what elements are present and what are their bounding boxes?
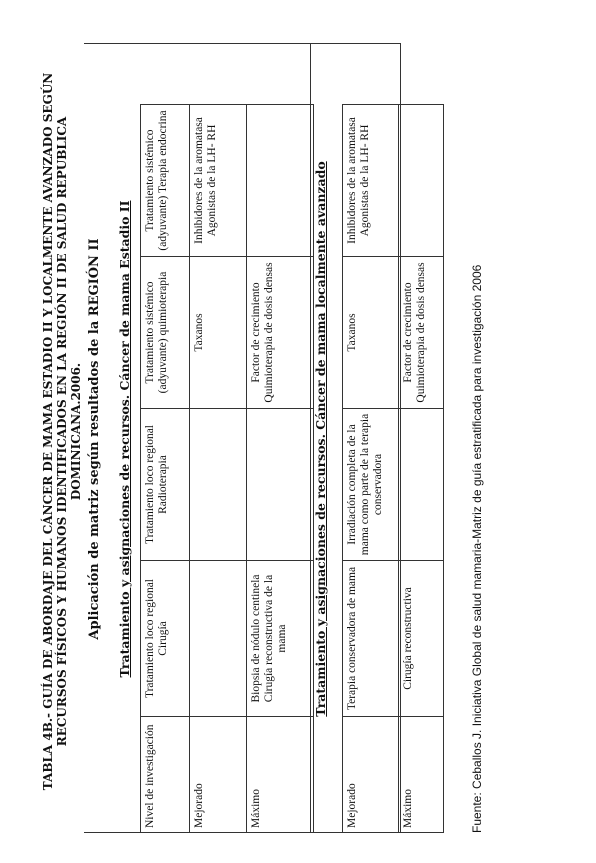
table-title-line-3: DOMINICANA.2006. <box>69 362 83 501</box>
row-level: Máximo <box>399 717 444 833</box>
matrix-subtitle: Aplicación de matriz según resultados de la REGIÓN II <box>87 238 102 640</box>
table-cell <box>247 409 314 561</box>
table-title-line-1: TABLA 4B.- GUÍA DE ABORDAJE DEL CÁNCER DE MAMA ESTADIO II Y LOCALMENTE AVANZADO SEGÚN <box>41 72 55 791</box>
table-cell <box>190 409 247 561</box>
stage-ii-table <box>140 104 314 833</box>
table-cell: Irradiación completa de la mama como parte de la terapia conservadora <box>343 409 399 561</box>
table-cell: Inhibidores de la aromatasa Agonistas de la LH- RH <box>343 105 399 257</box>
table-cell: Factor de crecimiento Quimioterapia de dosis densas <box>399 257 444 409</box>
table-cell <box>247 105 314 257</box>
locally-advanced-table <box>342 104 444 833</box>
table-row <box>141 105 190 833</box>
table-row <box>399 105 444 833</box>
table-cell: Factor de crecimiento Quimioterapia de dosis densas <box>247 257 314 409</box>
section-1-heading: Tratamiento y asignaciones de recursos. Cáncer de mama Estadio II <box>117 200 132 678</box>
source-note: Fuente: Ceballos J. Iniciativa Global de salud mamaria-Matriz de guía estratificada para investigación 2006 <box>470 264 484 833</box>
table-cell: Taxanos <box>343 257 399 409</box>
table-cell <box>399 409 444 561</box>
row-level: Nivel de investigación <box>141 717 190 833</box>
table-row <box>343 105 399 833</box>
table-cell: Tratamiento loco regional Radioterapia <box>141 409 190 561</box>
table-cell: Taxanos <box>190 257 247 409</box>
table-row <box>190 105 247 833</box>
table-cell <box>399 105 444 257</box>
table-cell: Tratamiento sistémico (adyuvante) Terapia endocrina <box>141 105 190 257</box>
table-cell: Inhibidores de la aromatasa Agonistas de la LH- RH <box>190 105 247 257</box>
table-cell: Terapia conservadora de mama <box>343 561 399 717</box>
table-cell: Cirugía reconstructiva <box>399 561 444 717</box>
table-cell: Tratamiento sistémico (adyuvante) quimioterapia <box>141 257 190 409</box>
row-level: Máximo <box>247 717 314 833</box>
row-level: Mejorado <box>190 717 247 833</box>
table-title-line-2: RECURSOS FÍSICOS Y HUMANOS IDENTIFICADOS EN LA REGIÓN II DE SALUD REPUBLICA <box>55 116 69 747</box>
table-cell: Tratamiento loco regional Cirugía <box>141 561 190 717</box>
table-cell: Biopsia de nódulo centinela Cirugía reconstructiva de la mama <box>247 561 314 717</box>
table-row <box>247 105 314 833</box>
table-cell <box>190 561 247 717</box>
section-2-heading: Tratamiento y asignaciones de recursos. Cáncer de mama localmente avanzado <box>313 161 328 717</box>
row-level: Mejorado <box>343 717 399 833</box>
